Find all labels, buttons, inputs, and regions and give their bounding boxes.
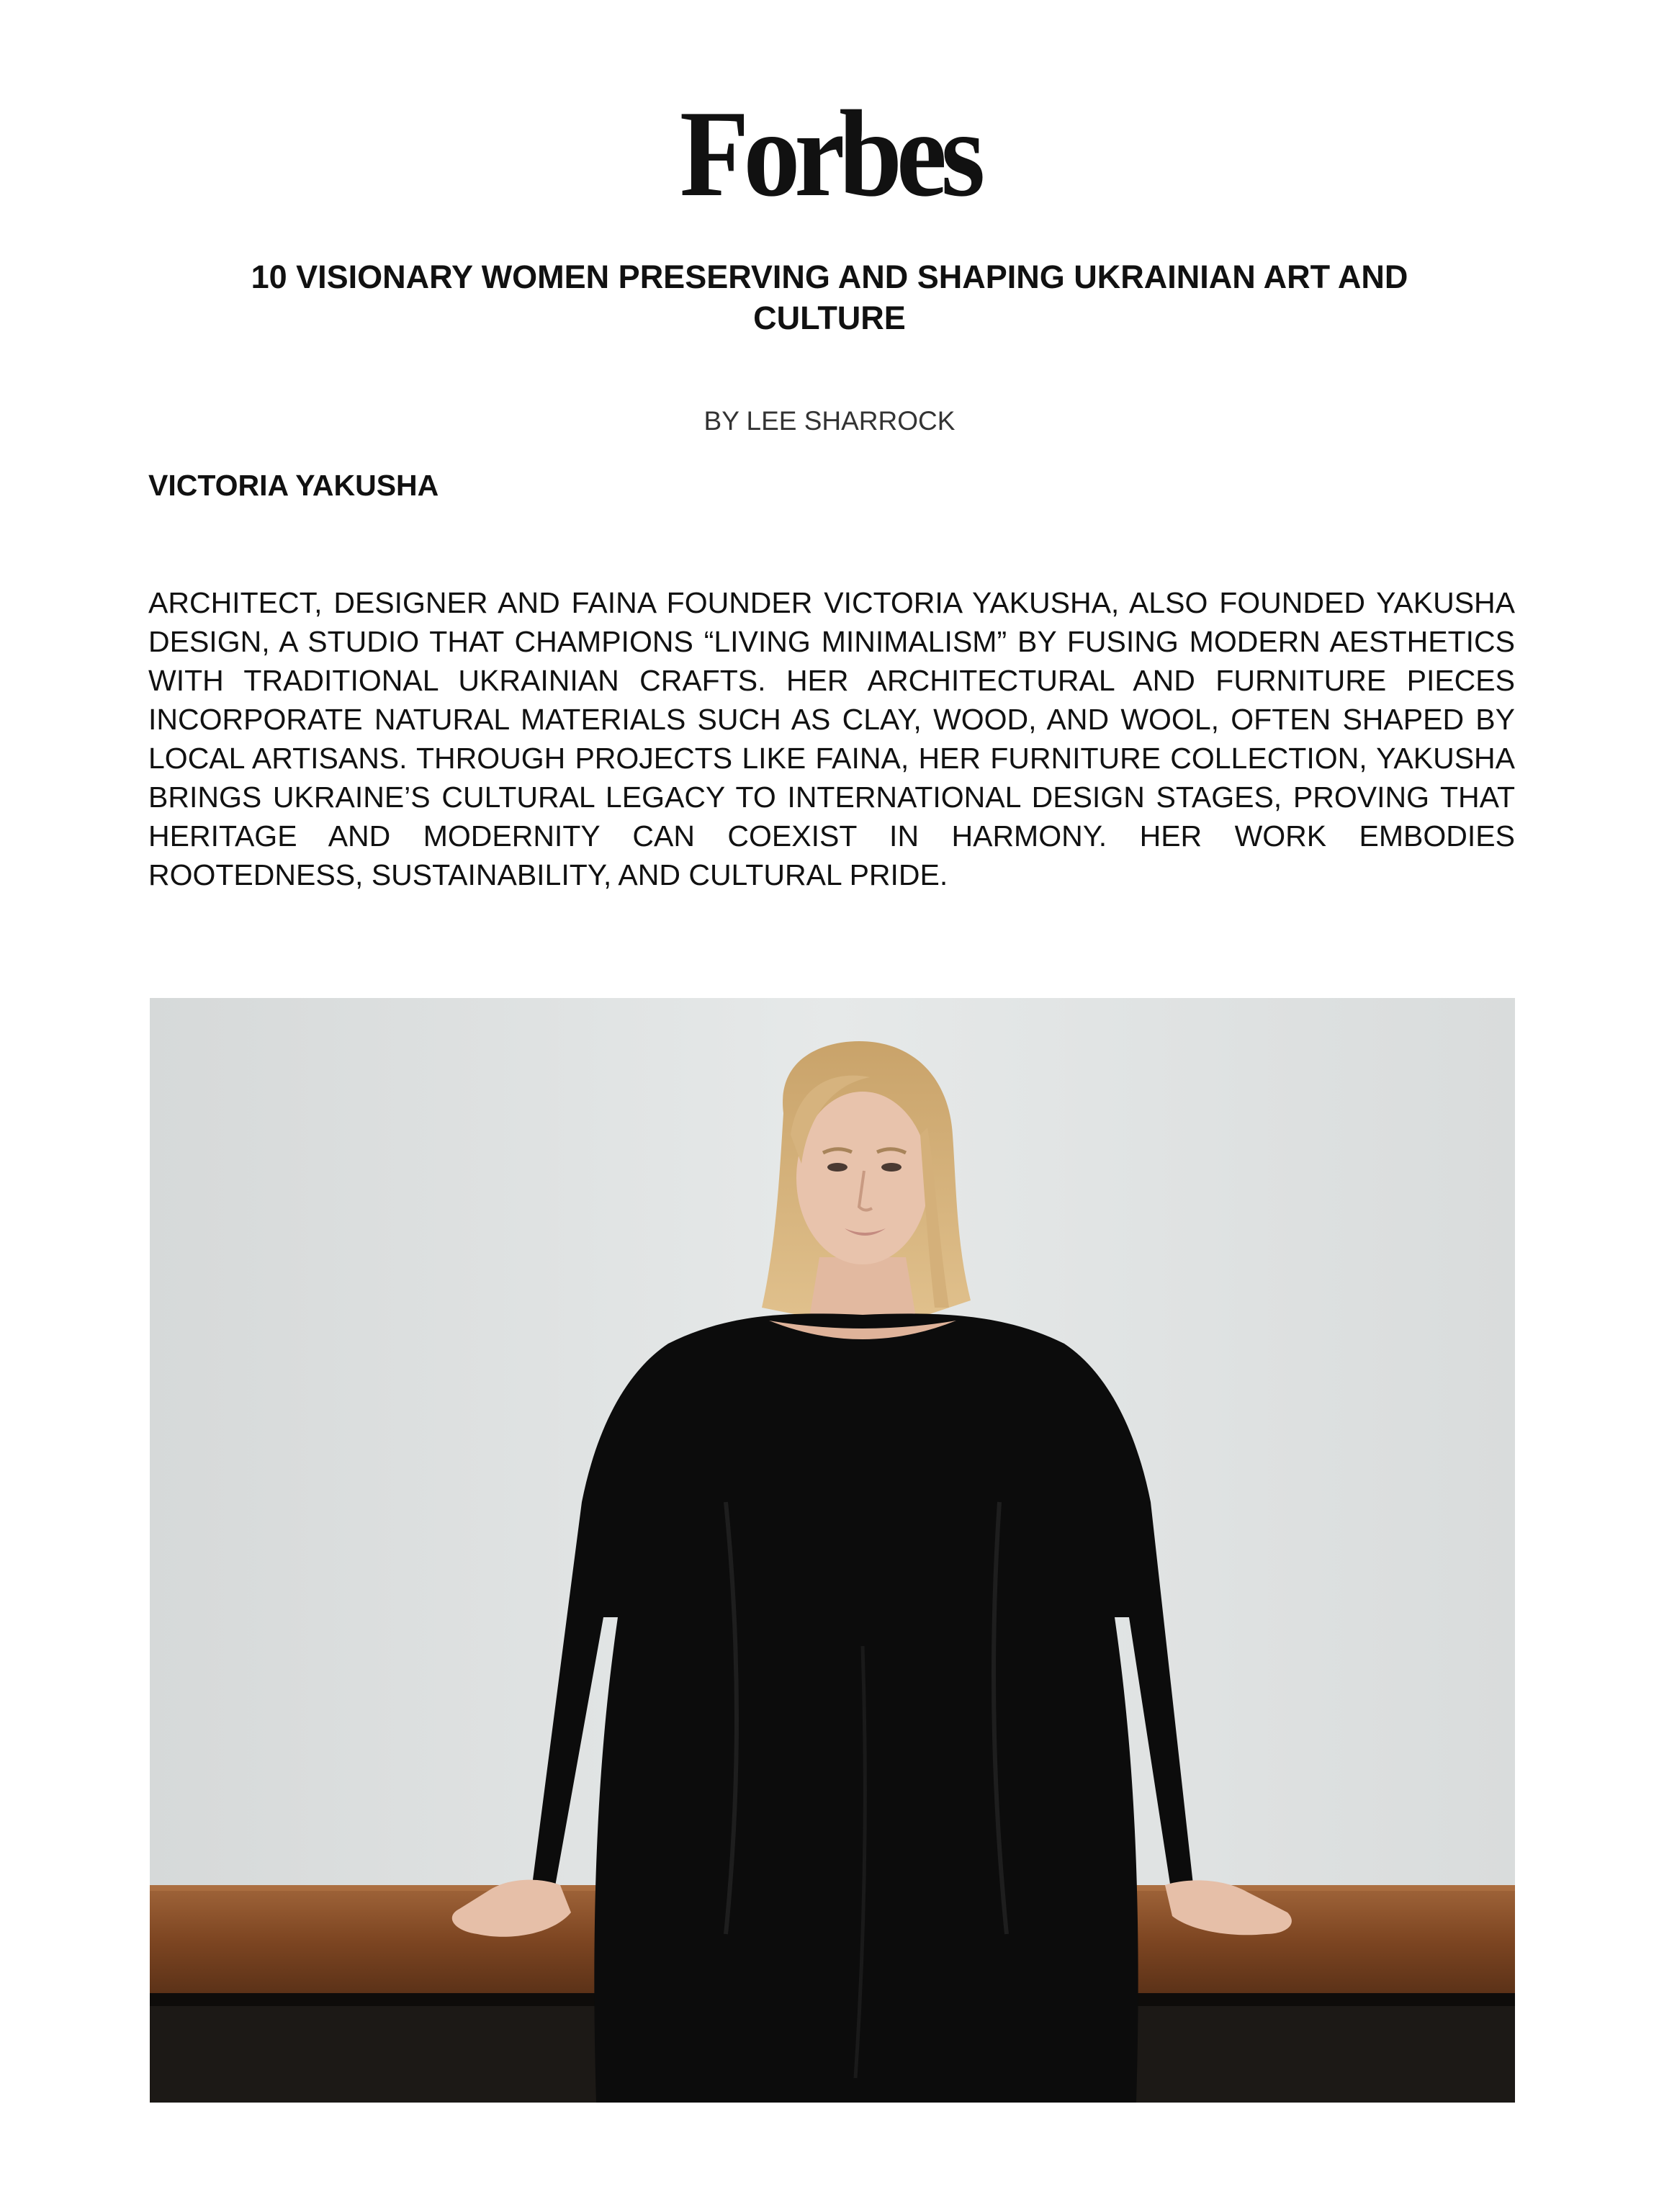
article-headline: 10 VISIONARY WOMEN PRESERVING AND SHAPING UKRAINIAN ART AND CULTURE (251, 258, 1408, 336)
forbes-logo: Forbes (679, 86, 980, 222)
article-body-paragraph: ARCHITECT, DESIGNER AND FAINA FOUNDER VICTORIA YAKUSHA, ALSO FOUNDED YAKUSHA DESIGN, A STUDIO THAT CHAMPIONS “LIVING MINIMALISM” BY FUSING MODERN AESTHETICS WITH TRADITIONAL UKRAINIAN CRAFTS. HER ARCHITECTURAL AND FURNITURE PIECES INCORPORATE NATURAL MATERIALS SUCH AS CLAY, WOOD, AND WOOL, OFTEN SHAPED BY LOCAL ARTISANS. THROUGH PROJECTS LIKE FAINA, HER FURNITURE COLLECTION, YAKUSHA BRINGS UKRAINE’S CULTURAL LEGACY TO INTERNATIONAL DESIGN STAGES, PROVING THAT HERITAGE AND MODERNITY CAN COEXIST IN HARMONY. HER WORK EMBODIES ROOTEDNESS, SUSTAINABILITY, AND CULTURAL PRIDE. (148, 586, 1515, 891)
subject-name-heading: VICTORIA YAKUSHA (148, 469, 439, 502)
portrait-illustration (150, 998, 1515, 2103)
neck (809, 1257, 917, 1322)
portrait-photo (150, 998, 1515, 2103)
article-byline: BY LEE SHARROCK (703, 406, 956, 436)
